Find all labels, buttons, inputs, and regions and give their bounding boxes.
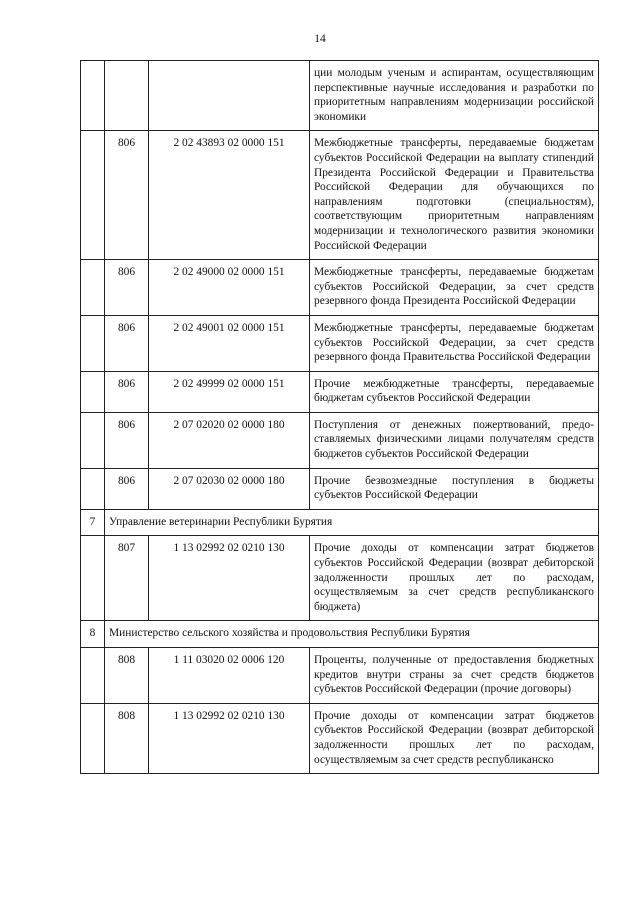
budget-code-cell: 2 02 49000 02 0000 151 — [149, 260, 310, 316]
admin-code-cell: 806 — [105, 131, 149, 260]
row-number-cell — [81, 703, 105, 773]
section-number: 7 — [81, 509, 105, 536]
row-number-cell — [81, 315, 105, 371]
description-cell: Поступления от денежных пожертвований, предоставляемых физическими лицами получателям средств бюджетов субъектов Российской Федерации — [310, 412, 599, 468]
description-cell: Прочие доходы от компенсации затрат бюджетов субъектов Российской Федерации (возврат дебиторской задолженности прошлых лет по расходам, осуществляемым за счет средств республиканского бюджета) — [310, 536, 599, 621]
row-number-cell — [81, 61, 105, 131]
description-cell: Межбюджетные трансферты, передаваемые бюджетам субъектов Российской Федерации на выплату стипендий Президента Российской Федерации и Правительства Российской Федерации для обучающихся по направлениям подготовки (специальностям), соответствующим приоритетным направлениям модернизации и технологического развития экономики Российской Федерации — [310, 131, 599, 260]
description-cell: Межбюджетные трансферты, передаваемые бюджетам субъектов Российской Федерации, за счет средств резервного фонда Президента Российской Федерации — [310, 260, 599, 316]
row-number-cell — [81, 648, 105, 704]
admin-code-cell: 806 — [105, 412, 149, 468]
table-row — [81, 371, 599, 412]
section-row — [81, 621, 599, 648]
row-number-cell — [81, 412, 105, 468]
table-row — [81, 260, 599, 316]
table-row — [81, 536, 599, 621]
row-number-cell — [81, 371, 105, 412]
section-title: Управление ветеринарии Республики Бурятия — [105, 509, 599, 536]
table-row — [81, 703, 599, 773]
admin-code-cell: 806 — [105, 468, 149, 509]
description-cell: Прочие межбюджетные трансферты, передаваемые бюджетам субъектов Российской Федерации — [310, 371, 599, 412]
admin-code-cell: 806 — [105, 371, 149, 412]
table-row — [81, 131, 599, 260]
row-number-cell — [81, 536, 105, 621]
table-row — [81, 61, 599, 131]
table-row — [81, 648, 599, 704]
admin-code-cell: 808 — [105, 648, 149, 704]
budget-code-cell: 1 13 02992 02 0210 130 — [149, 536, 310, 621]
admin-code-cell: 808 — [105, 703, 149, 773]
budget-code-cell: 2 02 49001 02 0000 151 — [149, 315, 310, 371]
admin-code-cell: 806 — [105, 260, 149, 316]
budget-code-cell: 2 07 02030 02 0000 180 — [149, 468, 310, 509]
section-number: 8 — [81, 621, 105, 648]
table-row — [81, 468, 599, 509]
table-row — [81, 315, 599, 371]
admin-code-cell: 806 — [105, 315, 149, 371]
admin-code-cell: 807 — [105, 536, 149, 621]
row-number-cell — [81, 260, 105, 316]
budget-code-cell: 2 02 43893 02 0000 151 — [149, 131, 310, 260]
row-number-cell — [81, 468, 105, 509]
budget-code-cell: 2 07 02020 02 0000 180 — [149, 412, 310, 468]
description-cell: Проценты, полученные от предоставления бюджетных кредитов внутри страны за счет средств бюджетов субъектов Российской Федерации (прочие договоры) — [310, 648, 599, 704]
description-cell: Межбюджетные трансферты, передаваемые бюджетам субъектов Российской Федерации, за счет средств резервного фонда Правительства Российской Федерации — [310, 315, 599, 371]
description-cell: ции молодым ученым и аспирантам, осуществляющим перспективные научные исследования и разработки по приоритетным направлениям модернизации российской экономики — [310, 61, 599, 131]
budget-code-cell: 1 13 02992 02 0210 130 — [149, 703, 310, 773]
budget-code-cell: 1 11 03020 02 0006 120 — [149, 648, 310, 704]
page-number: 14 — [314, 33, 326, 45]
revenue-codes-table — [80, 60, 599, 774]
table-row — [81, 412, 599, 468]
budget-code-cell: 2 02 49999 02 0000 151 — [149, 371, 310, 412]
section-row — [81, 509, 599, 536]
admin-code-cell — [105, 61, 149, 131]
section-title: Министерство сельского хозяйства и продовольствия Республики Бурятия — [105, 621, 599, 648]
description-cell: Прочие доходы от компенсации затрат бюджетов субъектов Российской Федерации (возврат дебиторской задолженности прошлых лет по расходам, осуществляемым за счет средств республиканско — [310, 703, 599, 773]
row-number-cell — [81, 131, 105, 260]
budget-code-cell — [149, 61, 310, 131]
description-cell: Прочие безвозмездные поступления в бюджеты субъектов Российской Федерации — [310, 468, 599, 509]
